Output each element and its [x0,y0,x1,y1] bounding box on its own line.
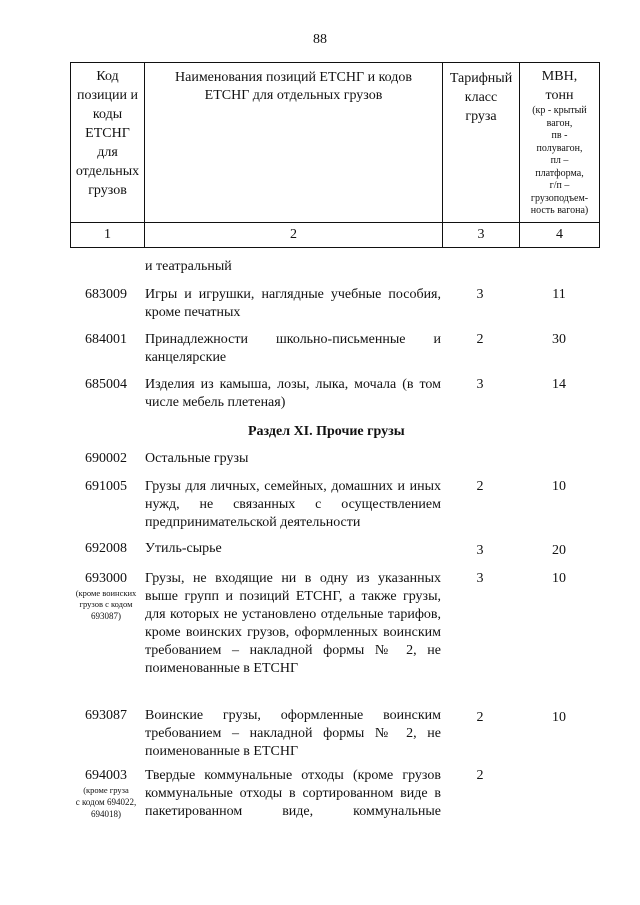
row-class: 3 [476,571,484,586]
row-name: Грузы, не входящие ни в одну из указанных выше групп и позиций ЕТСНГ, а также грузы, для которых не установлено отдельные тарифов, кроме воинских грузов, оформленных воинским требованием – накладной формы № 2, не поименованные в ЕТСНГ [145,571,441,676]
header-tariff-class: Тарифный класс груза [443,63,520,223]
row-code: 690002 [85,451,127,466]
page-number: 88 [313,32,327,47]
row-name: Грузы для личных, семейных, домашних и иных нужд, не связанных с осуществлением предпринимательской деятельности [145,479,441,530]
row-mvn: 10 [552,479,566,494]
row-mvn: 10 [552,710,566,725]
row-code: 693087 [85,708,127,723]
row-name: и театральный [145,259,232,274]
column-number-3: 3 [443,222,520,247]
header-code: Код позиции и коды ЕТСНГ для отдельных грузов [71,63,145,223]
row-code: 691005 [85,479,127,494]
row-class: 2 [476,768,484,783]
row-name: Утиль-сырье [145,541,222,556]
row-class: 3 [476,377,484,392]
row-code: 694003 (кроме груза с кодом 694022, 694018) [75,768,137,819]
row-name: Остальные грузы [145,451,249,466]
row-mvn: 20 [552,543,566,558]
row-code: 683009 [85,287,127,302]
row-code: 693000 (кроме воинских грузов с кодом 693087) [75,571,137,621]
row-code: 684001 [85,332,127,347]
row-mvn: 10 [552,571,566,586]
row-code: 692008 [85,541,127,556]
row-class: 2 [476,332,484,347]
column-number-1: 1 [71,222,145,247]
header-mvn-note: (кр - крытый вагон, пв - полувагон, пл – платформа, г/п – грузоподъем- ность вагона) [530,105,589,216]
row-class: 3 [476,543,484,558]
row-name: Изделия из камыша, лозы, лыка, мочала (в том числе мебель плетеная) [145,377,441,410]
row-name: Принадлежности школьно-письменные и канцелярские [145,332,441,365]
header-mvn: МВН, тонн (кр - крытый вагон, пв - полувагон, пл – платформа, г/п – грузоподъем- ность вагона) [520,63,600,223]
row-class: 3 [476,287,484,302]
row-name: Воинские грузы, оформленные воинским требованием – накладной формы № 2, не поименованные в ЕТСНГ [145,708,441,759]
row-class: 2 [476,479,484,494]
row-name: Игры и игрушки, наглядные учебные пособия, кроме печатных [145,287,441,320]
column-number-4: 4 [520,222,600,247]
header-name: Наименования позиций ЕТСНГ и кодов ЕТСНГ для отдельных грузов [145,63,443,223]
column-number-2: 2 [145,222,443,247]
row-mvn: 11 [552,287,566,302]
table-header [70,62,600,248]
row-name: Твердые коммунальные отходы (кроме грузов коммунальные отходы в сортированном виде в пакетированном виде, коммунальные [145,768,441,819]
row-class: 2 [476,710,484,725]
row-code: 685004 [85,377,127,392]
row-mvn: 30 [552,332,566,347]
row-mvn: 14 [552,377,566,392]
